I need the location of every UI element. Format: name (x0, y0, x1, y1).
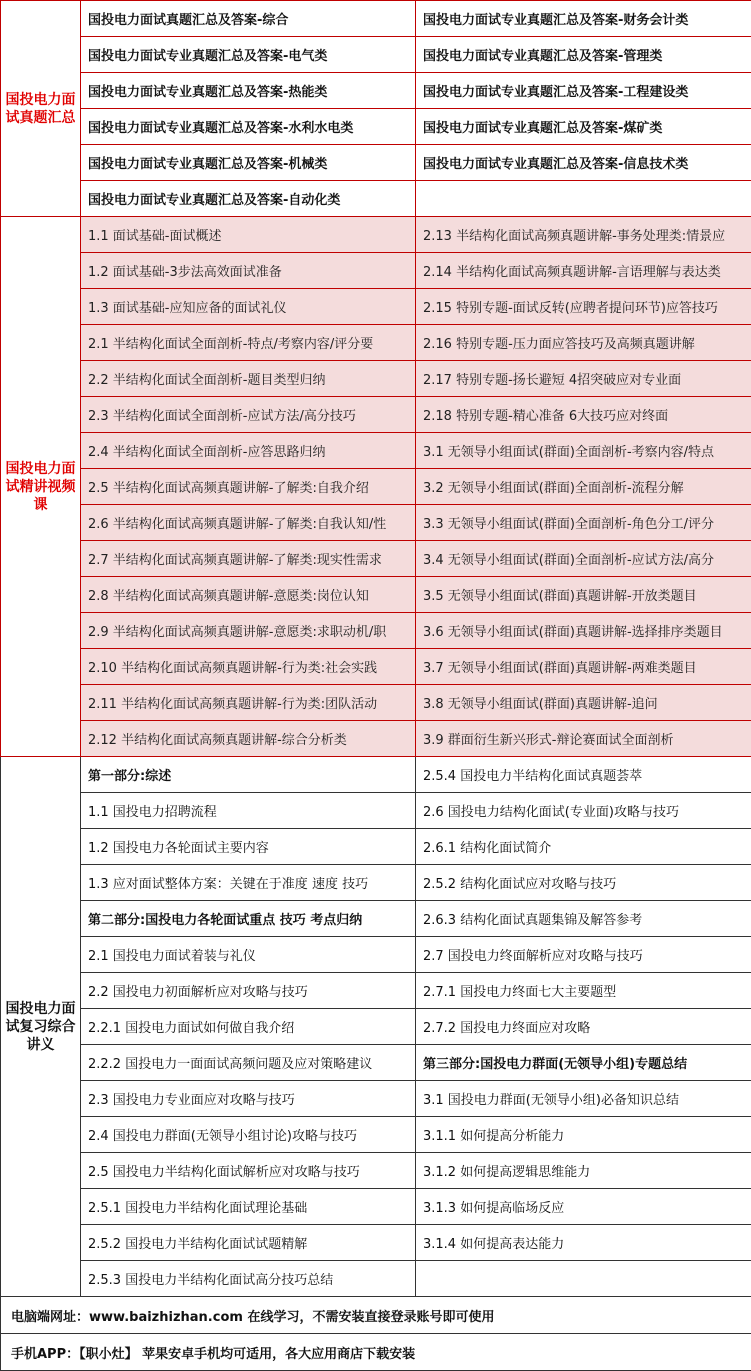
real-questions-item[interactable]: 国投电力面试专业真题汇总及答案-煤矿类 (416, 109, 751, 145)
video-course-item[interactable]: 2.15 特别专题-面试反转(应聘者提问环节)应答技巧 (416, 289, 751, 325)
review-handout-item[interactable]: 2.6.1 结构化面试简介 (416, 829, 751, 865)
review-handout-item[interactable]: 1.2 国投电力各轮面试主要内容 (81, 829, 416, 865)
review-handout-item[interactable]: 2.6 国投电力结构化面试(专业面)攻略与技巧 (416, 793, 751, 829)
review-handout-item (416, 1261, 751, 1297)
real-questions-item[interactable]: 国投电力面试专业真题汇总及答案-机械类 (81, 145, 416, 181)
real-questions-item[interactable]: 国投电力面试真题汇总及答案-综合 (81, 1, 416, 37)
review-handout-item[interactable]: 2.7 国投电力终面解析应对攻略与技巧 (416, 937, 751, 973)
real-questions-row (1, 1, 751, 37)
video-course-item[interactable]: 2.1 半结构化面试全面剖析-特点/考察内容/评分要 (81, 325, 416, 361)
review-handout-row (1, 901, 751, 937)
review-handout-item[interactable]: 2.5.4 国投电力半结构化面试真题荟萃 (416, 757, 751, 793)
video-course-row (1, 685, 751, 721)
real-questions-row (1, 109, 751, 145)
video-course-item[interactable]: 1.3 面试基础-应知应备的面试礼仪 (81, 289, 416, 325)
review-handout-row (1, 1009, 751, 1045)
real-questions-item (416, 181, 751, 217)
review-handout-item[interactable]: 2.5.1 国投电力半结构化面试理论基础 (81, 1189, 416, 1225)
review-handout-item[interactable]: 3.1 国投电力群面(无领导小组)必备知识总结 (416, 1081, 751, 1117)
real-questions-category-label: 国投电力面试真题汇总 (1, 1, 81, 217)
video-course-item[interactable]: 2.5 半结构化面试高频真题讲解-了解类:自我介绍 (81, 469, 416, 505)
real-questions-row (1, 73, 751, 109)
review-handout-item[interactable]: 2.2.2 国投电力一面面试高频问题及应对策略建议 (81, 1045, 416, 1081)
review-handout-row (1, 1189, 751, 1225)
review-handout-item[interactable]: 第三部分:国投电力群面(无领导小组)专题总结 (416, 1045, 751, 1081)
video-course-row (1, 577, 751, 613)
review-handout-item[interactable]: 2.7.2 国投电力终面应对攻略 (416, 1009, 751, 1045)
video-course-item[interactable]: 2.2 半结构化面试全面剖析-题目类型归纳 (81, 361, 416, 397)
video-course-item[interactable]: 2.14 半结构化面试高频真题讲解-言语理解与表达类 (416, 253, 751, 289)
video-course-row (1, 397, 751, 433)
review-handout-row (1, 937, 751, 973)
review-handout-category-label: 国投电力面试复习综合讲义 (1, 757, 81, 1297)
review-handout-row (1, 829, 751, 865)
video-course-item[interactable]: 2.13 半结构化面试高频真题讲解-事务处理类:情景应 (416, 217, 751, 253)
video-course-item[interactable]: 3.8 无领导小组面试(群面)真题讲解-追问 (416, 685, 751, 721)
video-course-row (1, 613, 751, 649)
video-course-item[interactable]: 2.3 半结构化面试全面剖析-应试方法/高分技巧 (81, 397, 416, 433)
video-course-item[interactable]: 2.18 特别专题-精心准备 6大技巧应对终面 (416, 397, 751, 433)
video-course-item[interactable]: 2.17 特别专题-扬长避短 4招突破应对专业面 (416, 361, 751, 397)
video-course-row (1, 253, 751, 289)
review-handout-item[interactable]: 2.5 国投电力半结构化面试解析应对攻略与技巧 (81, 1153, 416, 1189)
review-handout-row (1, 1153, 751, 1189)
video-course-category-label: 国投电力面试精讲视频课 (1, 217, 81, 757)
review-handout-row (1, 973, 751, 1009)
video-course-row (1, 469, 751, 505)
video-course-row (1, 325, 751, 361)
video-course-row (1, 433, 751, 469)
review-handout-item[interactable]: 2.2 国投电力初面解析应对攻略与技巧 (81, 973, 416, 1009)
review-handout-item[interactable]: 2.7.1 国投电力终面七大主要题型 (416, 973, 751, 1009)
video-course-row (1, 649, 751, 685)
review-handout-row (1, 1261, 751, 1297)
real-questions-item[interactable]: 国投电力面试专业真题汇总及答案-水利水电类 (81, 109, 416, 145)
real-questions-item[interactable]: 国投电力面试专业真题汇总及答案-管理类 (416, 37, 751, 73)
real-questions-item[interactable]: 国投电力面试专业真题汇总及答案-自动化类 (81, 181, 416, 217)
review-handout-row (1, 757, 751, 793)
review-handout-item[interactable]: 2.5.2 结构化面试应对攻略与技巧 (416, 865, 751, 901)
video-course-item[interactable]: 2.8 半结构化面试高频真题讲解-意愿类:岗位认知 (81, 577, 416, 613)
review-handout-row (1, 1045, 751, 1081)
review-handout-item[interactable]: 2.2.1 国投电力面试如何做自我介绍 (81, 1009, 416, 1045)
real-questions-row (1, 37, 751, 73)
real-questions-row (1, 181, 751, 217)
video-course-item[interactable]: 3.9 群面衍生新兴形式-辩论赛面试全面剖析 (416, 721, 751, 757)
video-course-item[interactable]: 3.7 无领导小组面试(群面)真题讲解-两难类题目 (416, 649, 751, 685)
review-handout-row (1, 1081, 751, 1117)
video-course-item[interactable]: 2.6 半结构化面试高频真题讲解-了解类:自我认知/性 (81, 505, 416, 541)
video-course-item[interactable]: 3.5 无领导小组面试(群面)真题讲解-开放类题目 (416, 577, 751, 613)
review-handout-item[interactable]: 2.5.3 国投电力半结构化面试高分技巧总结 (81, 1261, 416, 1297)
footer-app: 手机APP：【职小灶】 苹果安卓手机均可适用，各大应用商店下载安装 (1, 1334, 751, 1371)
real-questions-item[interactable]: 国投电力面试专业真题汇总及答案-财务会计类 (416, 1, 751, 37)
real-questions-item[interactable]: 国投电力面试专业真题汇总及答案-信息技术类 (416, 145, 751, 181)
review-handout-row (1, 1225, 751, 1261)
review-handout-item[interactable]: 3.1.2 如何提高逻辑思维能力 (416, 1153, 751, 1189)
review-handout-row (1, 1117, 751, 1153)
video-course-item[interactable]: 3.4 无领导小组面试(群面)全面剖析-应试方法/高分 (416, 541, 751, 577)
review-handout-row (1, 793, 751, 829)
review-handout-item[interactable]: 2.1 国投电力面试着装与礼仪 (81, 937, 416, 973)
review-handout-item[interactable]: 3.1.4 如何提高表达能力 (416, 1225, 751, 1261)
review-handout-item[interactable]: 1.3 应对面试整体方案：关键在于准度 速度 技巧 (81, 865, 416, 901)
video-course-item[interactable]: 2.11 半结构化面试高频真题讲解-行为类:团队活动 (81, 685, 416, 721)
review-handout-item[interactable]: 3.1.3 如何提高临场反应 (416, 1189, 751, 1225)
video-course-row (1, 289, 751, 325)
video-course-row (1, 721, 751, 757)
video-course-item[interactable]: 2.10 半结构化面试高频真题讲解-行为类:社会实践 (81, 649, 416, 685)
video-course-row (1, 217, 751, 253)
review-handout-item[interactable]: 2.3 国投电力专业面应对攻略与技巧 (81, 1081, 416, 1117)
review-handout-item[interactable]: 第二部分:国投电力各轮面试重点 技巧 考点归纳 (81, 901, 416, 937)
real-questions-item[interactable]: 国投电力面试专业真题汇总及答案-热能类 (81, 73, 416, 109)
review-handout-item[interactable]: 第一部分:综述 (81, 757, 416, 793)
video-course-row (1, 541, 751, 577)
video-course-item[interactable]: 3.6 无领导小组面试(群面)真题讲解-选择排序类题目 (416, 613, 751, 649)
footer-website: 电脑端网址：www.baizhizhan.com 在线学习，不需安装直接登录账号即可使用 (1, 1297, 751, 1334)
review-handout-item[interactable]: 2.6.3 结构化面试真题集锦及解答参考 (416, 901, 751, 937)
review-handout-item[interactable]: 2.4 国投电力群面(无领导小组讨论)攻略与技巧 (81, 1117, 416, 1153)
real-questions-item[interactable]: 国投电力面试专业真题汇总及答案-电气类 (81, 37, 416, 73)
review-handout-row (1, 865, 751, 901)
real-questions-row (1, 145, 751, 181)
review-handout-item[interactable]: 3.1.1 如何提高分析能力 (416, 1117, 751, 1153)
review-handout-item[interactable]: 2.5.2 国投电力半结构化面试试题精解 (81, 1225, 416, 1261)
video-course-row (1, 361, 751, 397)
video-course-item[interactable]: 2.16 特别专题-压力面应答技巧及高频真题讲解 (416, 325, 751, 361)
video-course-item[interactable]: 3.2 无领导小组面试(群面)全面剖析-流程分解 (416, 469, 751, 505)
review-handout-item[interactable]: 1.1 国投电力招聘流程 (81, 793, 416, 829)
video-course-item[interactable]: 2.7 半结构化面试高频真题讲解-了解类:现实性需求 (81, 541, 416, 577)
video-course-row (1, 505, 751, 541)
video-course-item[interactable]: 3.1 无领导小组面试(群面)全面剖析-考察内容/特点 (416, 433, 751, 469)
video-course-item[interactable]: 3.3 无领导小组面试(群面)全面剖析-角色分工/评分 (416, 505, 751, 541)
video-course-item[interactable]: 1.2 面试基础-3步法高效面试准备 (81, 253, 416, 289)
video-course-item[interactable]: 1.1 面试基础-面试概述 (81, 217, 416, 253)
video-course-item[interactable]: 2.12 半结构化面试高频真题讲解-综合分析类 (81, 721, 416, 757)
video-course-item[interactable]: 2.4 半结构化面试全面剖析-应答思路归纳 (81, 433, 416, 469)
video-course-item[interactable]: 2.9 半结构化面试高频真题讲解-意愿类:求职动机/职 (81, 613, 416, 649)
real-questions-item[interactable]: 国投电力面试专业真题汇总及答案-工程建设类 (416, 73, 751, 109)
